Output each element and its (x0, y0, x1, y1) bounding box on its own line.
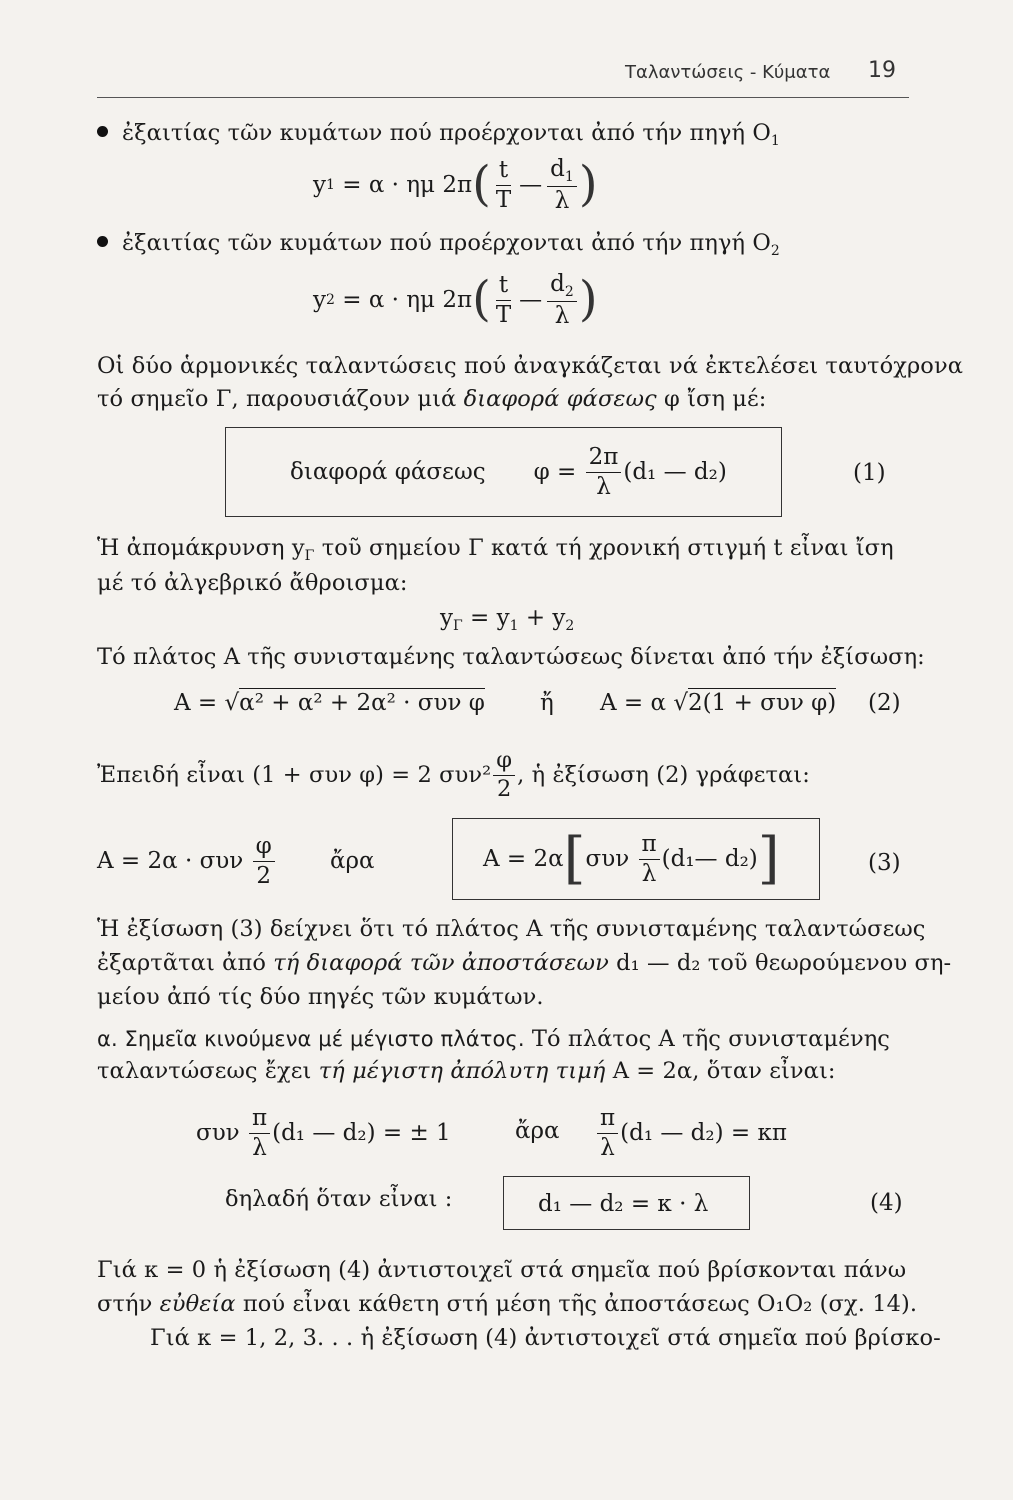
header-rule (97, 97, 909, 98)
bullet-dot (97, 236, 108, 247)
equation-amplitude-boxed: A = 2α [ συν $\frac{\pi}{\lambda}$ (d₁— d₂) ] (483, 825, 780, 891)
paragraph-2-line-2: μέ τό ἀλγεβρικό ἄθροισμα: (97, 570, 408, 596)
equation-y2: y 2 = α · ημ 2π ( $\frac{t}{T}$ — $\frac{d_2}{\lambda}$ ) (313, 270, 598, 330)
fraction-phi-over-2: $\frac{\varphi}{2}$ (253, 834, 275, 887)
fraction-pi-over-lambda: $\frac{\pi}{\lambda}$ (597, 1106, 618, 1159)
equation-tag-4: (4) (870, 1190, 903, 1216)
fraction-d2-over-lambda: $\frac{d_2}{\lambda}$ (547, 272, 577, 329)
section-a-line: α. Σημεῖα κινούμενα μέ μέγιστο πλάτος. Τό πλάτος A τῆς συνισταμένης (97, 1026, 890, 1052)
fraction-t-over-T: $\frac{t}{T}$ (495, 272, 512, 328)
equation-amplitude-cos: A = 2α · συν $\frac{\varphi}{2}$ (97, 826, 277, 896)
equation-max-condition-2: $\frac{\pi}{\lambda}$ (d₁ — d₂) = κπ (595, 1098, 787, 1168)
equation-tag-2: (2) (868, 690, 901, 716)
bullet-line-1: ἐξαιτίας τῶν κυμάτων πού προέρχονται ἀπό τήν πηγή $O_1$ (97, 122, 780, 148)
fraction-pi-over-lambda: $\frac{\pi}{\lambda}$ (249, 1106, 270, 1159)
word-ara: ἄρα (330, 848, 375, 874)
running-header: Ταλαντώσεις - Κύματα (625, 62, 831, 83)
equation-sum: $y_\Gamma = y_1 + y_2$ (440, 605, 575, 634)
equation-condition: d₁ — d₂ = κ · λ (538, 1191, 709, 1217)
paragraph-6: ταλαντώσεως ἔχει τή μέγιστη ἀπόλυτη τιμή A = 2α, ὅταν εἶναι: (97, 1058, 836, 1084)
equation-amplitude-alt: A = α √2(1 + συν φ) (600, 690, 837, 716)
fraction-d1-over-lambda: $\frac{d_1}{\lambda}$ (547, 157, 577, 214)
equation-tag-1: (1) (853, 460, 886, 486)
bullet-line-2: ἐξαιτίας τῶν κυμάτων πού προέρχονται ἀπό τήν πηγή $O_2$ (97, 232, 780, 258)
paragraph-5-line-2: ἐξαρτᾶται ἀπό τή διαφορά τῶν ἀποστάσεων d₁ — d₂ τοῦ θεωρούμενου ση- (97, 950, 952, 976)
section-a-title: α. Σημεῖα κινούμενα μέ μέγιστο πλάτος. (97, 1027, 525, 1051)
paragraph-1-line-1: Οἱ δύο ἁρμονικές ταλαντώσεις πού ἀναγκάζεται νά ἐκτελέσει ταυτόχρονα (97, 353, 964, 379)
fraction-phi-over-2: $\frac{\varphi}{2}$ (493, 749, 515, 801)
fraction-t-over-T: $\frac{t}{T}$ (495, 157, 512, 213)
word-ara-2: ἄρα (515, 1118, 560, 1144)
equation-label-dhladh: δηλαδή ὅταν εἶναι : (225, 1186, 453, 1212)
equation-tag-3: (3) (868, 850, 901, 876)
paragraph-7-line-3: Γιά κ = 1, 2, 3. . . ἡ ἐξίσωση (4) ἀντιστοιχεῖ στά σημεῖα πού βρίσκο- (150, 1325, 941, 1351)
bullet-dot (97, 126, 108, 137)
page-number: 19 (868, 58, 896, 83)
paragraph-2-line-1: Ἡ ἀπομάκρυνση $y_\Gamma$ τοῦ σημείου Γ κατά τή χρονική στιγμή t εἶναι ἴση (97, 535, 894, 564)
equation-y1: y 1 = α · ημ 2π ( $\frac{t}{T}$ — $\frac{d_1}{\lambda}$ ) (313, 155, 598, 215)
paragraph-4: Ἐπειδή εἶναι (1 + συν φ) = 2 συν² $\frac{\varphi}{2}$ , ἡ ἐξίσωση (2) γράφεται: (97, 746, 810, 802)
equation-phase-difference: διαφορά φάσεως φ = $\frac{2\pi}{\lambda}$ (d₁ — d₂) (290, 444, 727, 500)
paragraph-3: Τό πλάτος A τῆς συνισταμένης ταλαντώσεως δίνεται ἀπό τήν ἐξίσωση: (97, 644, 925, 670)
paragraph-7-line-1: Γιά κ = 0 ἡ ἐξίσωση (4) ἀντιστοιχεῖ στά σημεῖα πού βρίσκονται πάνω (97, 1257, 907, 1283)
fraction-pi-over-lambda: $\frac{\pi}{\lambda}$ (639, 832, 660, 885)
paragraph-1-line-2: τό σημεῖο Γ, παρουσιάζουν μιά διαφορά φάσεως φ ἴση μέ: (97, 386, 767, 412)
equation-or: ἤ (540, 690, 554, 716)
equation-max-condition: συν $\frac{\pi}{\lambda}$ (d₁ — d₂) = ± 1 (196, 1105, 451, 1161)
equation-amplitude: A = √α² + α² + 2α² · συν φ (174, 690, 485, 716)
fraction-2pi-over-lambda: $\frac{2\pi}{\lambda}$ (586, 445, 622, 498)
paragraph-7-line-2: στήν εὐθεία πού εἶναι κάθετη στή μέση τῆς ἀποστάσεως O₁O₂ (σχ. 14). (97, 1291, 918, 1317)
paragraph-5-line-1: Ἡ ἐξίσωση (3) δείχνει ὅτι τό πλάτος A τῆς συνισταμένης ταλαντώσεως (97, 916, 926, 942)
paragraph-5-line-3: μείου ἀπό τίς δύο πηγές τῶν κυμάτων. (97, 984, 544, 1010)
